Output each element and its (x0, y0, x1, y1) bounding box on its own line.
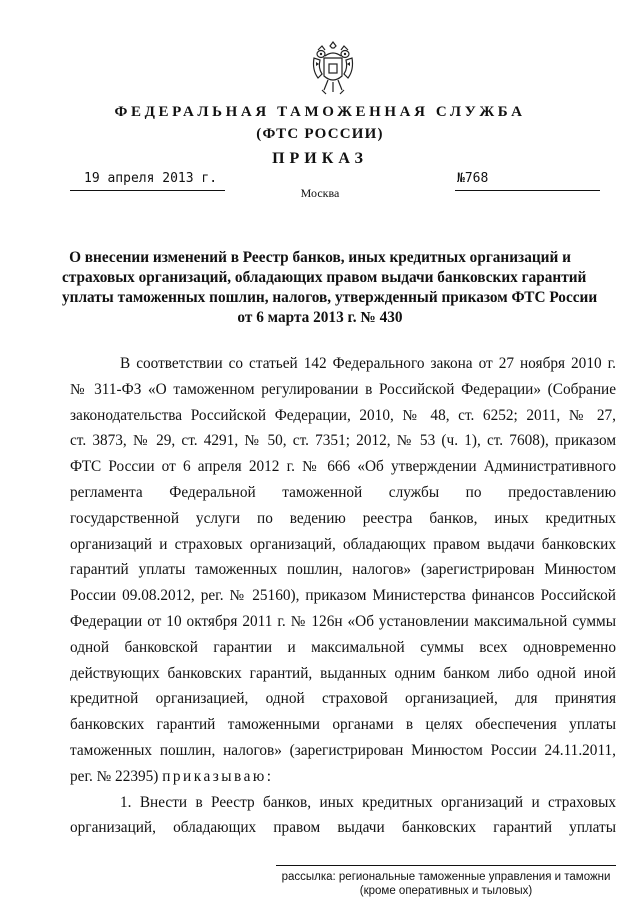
distribution-line: рассылка: региональные таможенные управления и таможни (281, 871, 611, 883)
body-line: ст. 3873, № 29, ст. 4291, № 50, ст. 7351; 2012, № 53 (ч. 1), ст. 7608), приказом (70, 432, 616, 450)
body-line: действующих банковских гарантий, выданных одним банком либо одной иной (70, 664, 616, 682)
order-directive-word: приказываю (162, 767, 267, 785)
document-number: №768 (457, 171, 489, 186)
document-type: ПРИКАЗ (272, 150, 368, 167)
document-date: 19 апреля 2013 г. (84, 171, 218, 186)
body-line: ФТС России от 6 апреля 2012 г. № 666 «Об утверждении Административного (70, 458, 616, 476)
body-line: государственной услуги по ведению реестра банков, иных кредитных (70, 509, 616, 527)
body-line: № 311-ФЗ «О таможенном регулировании в Российской Федерации» (Собрание (70, 380, 616, 398)
title-line: страховых организаций, обладающих правом выдачи банковских гарантий (62, 269, 587, 286)
body-line: В соответствии со статьей 142 Федерального закона от 27 ноября 2010 г. (120, 355, 616, 372)
coat-of-arms-icon (310, 40, 356, 96)
agency-name: ФЕДЕРАЛЬНАЯ ТАМОЖЕННАЯ СЛУЖБА (114, 104, 526, 120)
document-title (62, 248, 598, 328)
body-line: одной банковской гарантии и максимальной суммы всех одновременно (70, 638, 616, 656)
order-directive-suffix: : (266, 767, 272, 785)
body-line: кредитной организацией, одной страховой организацией, для принятия (70, 690, 616, 708)
title-line: О внесении изменений в Реестр банков, иных кредитных организаций и (69, 249, 571, 266)
body-line: гарантий уплаты таможенных пошлин, налогов» (зарегистрирован Минюстом (70, 561, 616, 579)
item-line: организаций, обладающих правом выдачи банковских гарантий уплаты (70, 819, 616, 837)
order-directive-line (70, 764, 616, 790)
body-line: банковских гарантий таможенными органами в целях обеспечения уплаты (70, 716, 616, 734)
title-line: уплаты таможенных пошлин, налогов, утвержденный приказом ФТС России (62, 289, 598, 306)
distribution-note (276, 870, 616, 898)
body-line: России 09.08.2012, рег. № 25160), приказом Министерства финансов Российской (70, 587, 616, 605)
item-line: 1. Внести в Реестр банков, иных кредитных организаций и страховых (120, 793, 616, 811)
distribution-line: (кроме оперативных и тыловых) (359, 885, 533, 897)
body-line: организаций и страховых организаций, обладающих правом выдачи банковских (70, 535, 616, 553)
document-body (70, 351, 616, 841)
title-line: от 6 марта 2013 г. № 430 (237, 309, 403, 326)
body-line: регламента Федеральной таможенной службы по предоставлению (70, 483, 616, 501)
body-line: законодательства Российской Федерации, 2010, № 48, ст. 6252; 2011, № 27, (70, 406, 616, 424)
footer-divider (276, 865, 616, 866)
issue-city: Москва (300, 186, 340, 200)
agency-abbreviation: (ФТС РОССИИ) (256, 126, 384, 142)
order-directive-prefix: рег. № 22395) (70, 767, 159, 785)
body-line: Федерации от 10 октября 2011 г. № 126н «Об установлении максимальной суммы (70, 612, 616, 630)
body-line: таможенных пошлин, налогов» (зарегистрирован Минюстом России 24.11.2011, (70, 741, 616, 759)
